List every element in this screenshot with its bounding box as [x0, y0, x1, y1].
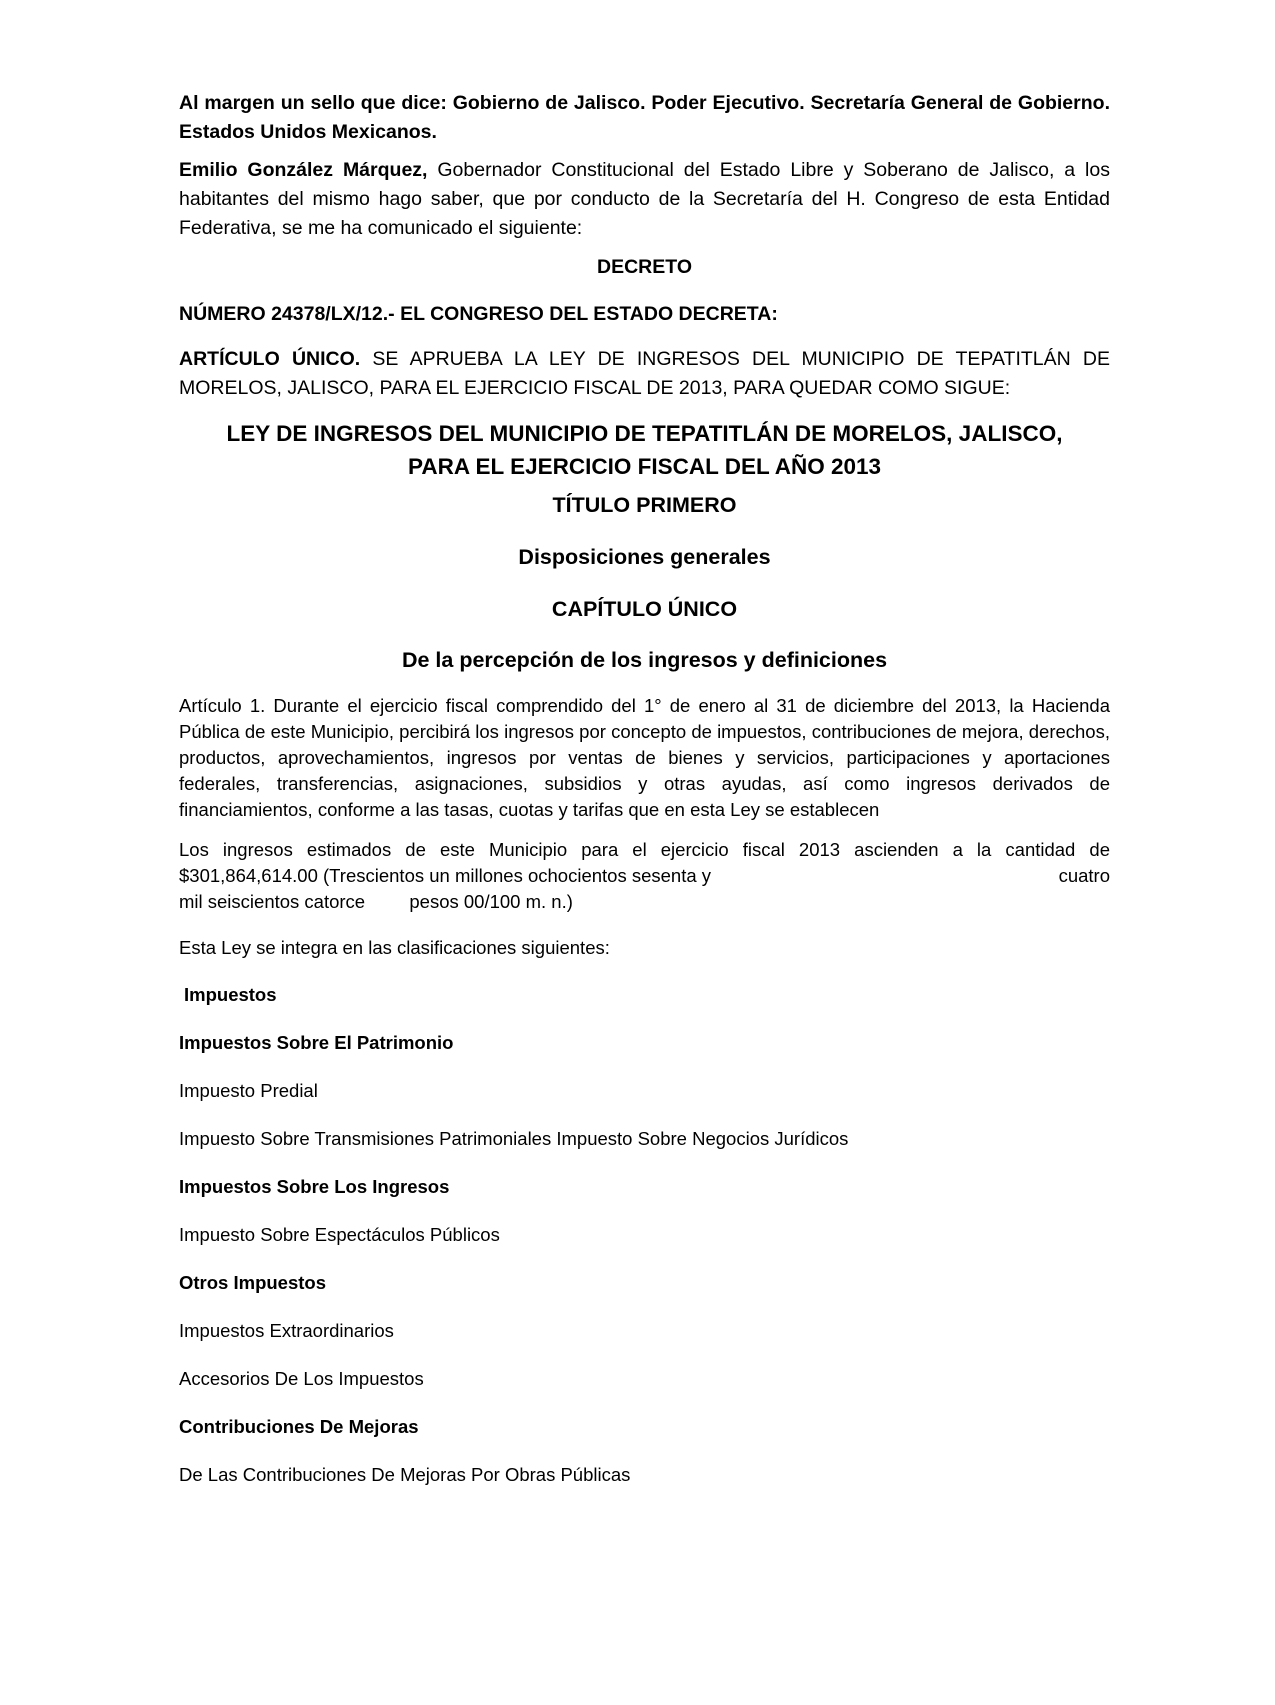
ingresos-estimados — [179, 837, 1110, 915]
governor-name: Emilio González Márquez, — [179, 159, 428, 181]
list-item: Impuestos — [184, 984, 277, 1005]
articulo-unico — [179, 345, 1110, 403]
law-title — [179, 417, 1110, 483]
ingresos-line2 — [179, 863, 1110, 889]
titulo-heading: TÍTULO PRIMERO — [552, 493, 737, 517]
governor-text: Gobernador Constitucional del Estado Libre y Soberano de Jalisco, a los habitantes del mismo hago saber, que por conducto de la Secretaría del H. Congreso de esta Entidad Federativa, se me ha comunicado el siguiente: — [179, 159, 1110, 239]
ingresos-line1: Los ingresos estimados de este Municipio para el ejercicio fiscal 2013 ascienden a la cantidad de — [179, 839, 1110, 860]
list-item: Otros Impuestos — [179, 1272, 326, 1293]
ingresos-line2-a: $301,864,614.00 (Trescientos un millones ochocientos sesenta y — [179, 865, 712, 886]
ingresos-line3 — [179, 889, 1110, 915]
governor-paragraph — [179, 156, 1110, 243]
seal-note: Al margen un sello que dice: Gobierno de Jalisco. Poder Ejecutivo. Secretaría General de Gobierno. Estados Unidos Mexicanos. — [179, 92, 1110, 143]
list-item: Impuesto Sobre Espectáculos Públicos — [179, 1224, 500, 1245]
list-item: De Las Contribuciones De Mejoras Por Obras Públicas — [179, 1464, 631, 1485]
decreto-heading: DECRETO — [597, 256, 692, 278]
articulo-unico-text: SE APRUEBA LA LEY DE INGRESOS DEL MUNICIPIO DE TEPATITLÁN DE MORELOS, JALISCO, PARA EL EJERCICIO FISCAL DE 2013, PARA QUEDAR COMO SIGUE: — [179, 348, 1111, 399]
articulo-unico-label: ARTÍCULO ÚNICO. — [179, 348, 361, 370]
list-item: Impuesto Sobre Transmisiones Patrimoniales Impuesto Sobre Negocios Jurídicos — [179, 1128, 849, 1149]
ingresos-line3-b: pesos 00/100 m. n.) — [409, 891, 573, 912]
list-item: Impuestos Extraordinarios — [179, 1320, 394, 1341]
ingresos-line3-a: mil seiscientos catorce — [179, 891, 366, 912]
capitulo-subtitle: De la percepción de los ingresos y definiciones — [401, 648, 888, 672]
decree-number: NÚMERO 24378/LX/12.- EL CONGRESO DEL ESTADO DECRETA: — [179, 303, 778, 325]
capitulo-heading: CAPÍTULO ÚNICO — [551, 597, 738, 621]
list-item: Accesorios De Los Impuestos — [179, 1368, 424, 1389]
list-item: Impuesto Predial — [179, 1080, 318, 1101]
ingresos-line2-b: cuatro — [1058, 865, 1110, 886]
list-item: Impuestos Sobre El Patrimonio — [179, 1032, 454, 1053]
law-title-line1: LEY DE INGRESOS DEL MUNICIPIO DE TEPATITLÁN DE MORELOS, JALISCO, — [226, 421, 1063, 446]
law-title-line2: PARA EL EJERCICIO FISCAL DEL AÑO 2013 — [407, 454, 882, 479]
list-item: Impuestos Sobre Los Ingresos — [179, 1176, 450, 1197]
titulo-subtitle: Disposiciones generales — [518, 545, 771, 569]
clasificaciones-intro: Esta Ley se integra en las clasificaciones siguientes: — [179, 937, 610, 958]
articulo-1: Artículo 1. Durante el ejercicio fiscal comprendido del 1° de enero al 31 de diciembre del 2013, la Hacienda Pública de este Municipio, percibirá los ingresos por concepto de impuestos, contribuciones de mejora, derechos, productos, aprovechamientos, ingresos por ventas de bienes y servicios, participaciones y aportaciones federales, transferencias, asignaciones, subsidios y otras ayudas, así como ingresos derivados de financiamientos, conforme a las tasas, cuotas y tarifas que en esta Ley se establecen — [179, 695, 1110, 820]
list-item: Contribuciones De Mejoras — [179, 1416, 419, 1437]
